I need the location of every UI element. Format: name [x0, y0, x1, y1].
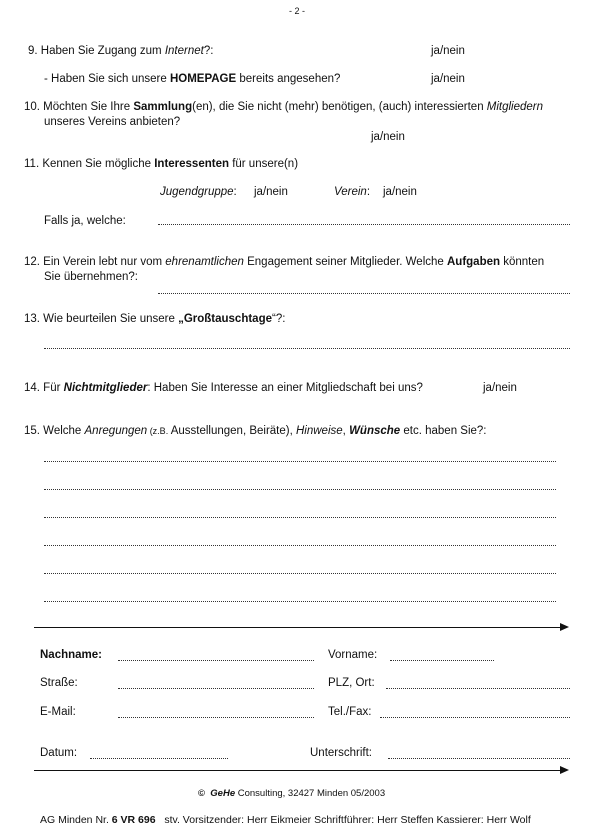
q13-answer-line[interactable] [44, 348, 570, 349]
plz-ort-field[interactable] [386, 688, 570, 689]
question-12 [24, 256, 544, 268]
datum-label: Datum: [40, 747, 78, 759]
nachname-field[interactable] [118, 660, 314, 661]
q14-answer[interactable]: ja/nein [483, 382, 517, 394]
tel-fax-field[interactable] [380, 717, 570, 718]
q15-answer-line[interactable] [44, 517, 556, 518]
q11-verein-answer[interactable]: ja/nein [383, 186, 417, 198]
ag-number: 6 VR 696 [111, 814, 156, 826]
q11-jugend-label: Jugendgruppe [160, 186, 234, 198]
unterschrift-label: Unterschrift: [310, 747, 372, 759]
company-details: Consulting, 32427 Minden 05/2003 [235, 788, 386, 799]
tel-fax-label: Tel./Fax: [328, 706, 372, 718]
q11-answer-line[interactable] [158, 224, 570, 225]
q10-sammlung: Sammlung [133, 101, 193, 113]
q15-prefix: 15. Welche [24, 425, 85, 437]
q15-answer-line[interactable] [44, 489, 556, 490]
company-brand: GeHe [210, 788, 236, 799]
q11-prefix: 11. Kennen Sie mögliche [24, 158, 155, 170]
q14-nichtmitglieder: Nichtmitglieder [63, 382, 148, 394]
question-10 [24, 101, 543, 113]
vorname-label: Vorname: [328, 649, 378, 661]
q9-text-prefix: 9. Haben Sie Zugang zum [28, 45, 165, 57]
q14-prefix: 14. Für [24, 382, 64, 394]
q15-comma: , [342, 425, 350, 437]
email-field[interactable] [118, 717, 314, 718]
q11-falls-label: Falls ja, welche: [44, 215, 126, 227]
q9-sub-prefix: - Haben Sie sich unsere [44, 73, 170, 85]
q11-verein-colon: : [366, 186, 371, 198]
q12-answer-line[interactable] [158, 293, 570, 294]
question-10-line2: unseres Vereins anbieten? [44, 116, 181, 128]
q10-mid: (en), die Sie nicht (mehr) benötigen, (auch) interessierten [192, 101, 487, 113]
q15-hinweise: Hinweise [296, 425, 343, 437]
question-9-sub [44, 73, 340, 85]
q11-jugendgruppe [160, 186, 237, 198]
q15-anregungen: Anregungen [84, 425, 148, 437]
q11-jugend-colon: : [233, 186, 237, 198]
q12-ehrenamtlich: ehrenamtlichen [165, 256, 244, 268]
q12-mid: Engagement seiner Mitglieder. Welche [243, 256, 447, 268]
q10-answer[interactable]: ja/nein [371, 131, 405, 143]
nachname-label: Nachname: [40, 649, 102, 661]
copyright-icon: © [198, 788, 205, 799]
page-number: - 2 - [289, 6, 306, 16]
plz-ort-label: PLZ, Ort: [328, 677, 375, 689]
q10-prefix: 10. Möchten Sie Ihre [24, 101, 134, 113]
q13-prefix: 13. Wie beurteilen Sie unsere [24, 313, 179, 325]
question-15 [24, 425, 487, 437]
vorname-field[interactable] [390, 660, 494, 661]
q15-wuensche: Wünsche [349, 425, 401, 437]
q15-answer-line[interactable] [44, 545, 556, 546]
association-footer [40, 814, 531, 826]
q15-answer-line[interactable] [44, 601, 556, 602]
q13-grosstauschtage: „Großtauschtage [178, 313, 272, 325]
question-9 [28, 45, 213, 57]
q12-prefix: 12. Ein Verein lebt nur vom [24, 256, 166, 268]
q10-mitgliedern: Mitgliedern [486, 101, 544, 113]
q14-suffix: : Haben Sie Interesse an einer Mitgliedschaft bei uns? [147, 382, 423, 394]
q12-suffix: könnten [500, 256, 545, 268]
q11-jugend-answer[interactable]: ja/nein [254, 186, 288, 198]
q9-internet: Internet [164, 45, 204, 57]
q11-interessenten: Interessenten [154, 158, 229, 170]
unterschrift-field[interactable] [388, 758, 570, 759]
separator-line [34, 770, 562, 771]
q15-suffix: etc. haben Sie?: [400, 425, 487, 437]
q9-answer[interactable]: ja/nein [431, 45, 465, 57]
q15-answer-line[interactable] [44, 461, 556, 462]
q9-homepage: HOMEPAGE [169, 73, 237, 85]
email-label: E-Mail: [40, 706, 76, 718]
q15-answer-line[interactable] [44, 573, 556, 574]
question-12-line2: Sie übernehmen?: [44, 271, 138, 283]
q9-text-suffix: ?: [203, 45, 214, 57]
q15-mid: Ausstellungen, Beiräte), [170, 425, 296, 437]
q11-verein [334, 186, 370, 198]
q11-verein-label: Verein [334, 186, 367, 198]
strasse-field[interactable] [118, 688, 314, 689]
q9-sub-suffix: bereits angesehen? [236, 73, 341, 85]
q9-sub-answer[interactable]: ja/nein [431, 73, 465, 85]
question-13 [24, 313, 285, 325]
question-14 [24, 382, 423, 394]
question-11 [24, 158, 298, 170]
q11-suffix: für unsere(n) [229, 158, 299, 170]
strasse-label: Straße: [40, 677, 78, 689]
officers: stv. Vorsitzender: Herr Eikmeier Schriftführer: Herr Steffen Kassierer: Herr Wolf [164, 814, 531, 826]
datum-field[interactable] [90, 758, 228, 759]
arrow-right-icon [560, 766, 569, 774]
copyright-line [198, 788, 385, 799]
ag-prefix: AG Minden Nr. [40, 814, 112, 826]
separator-line [34, 627, 562, 628]
q15-zb: (z.B. [147, 426, 171, 436]
q13-suffix: “?: [272, 313, 286, 325]
q12-aufgaben: Aufgaben [447, 256, 501, 268]
arrow-right-icon [560, 623, 569, 631]
